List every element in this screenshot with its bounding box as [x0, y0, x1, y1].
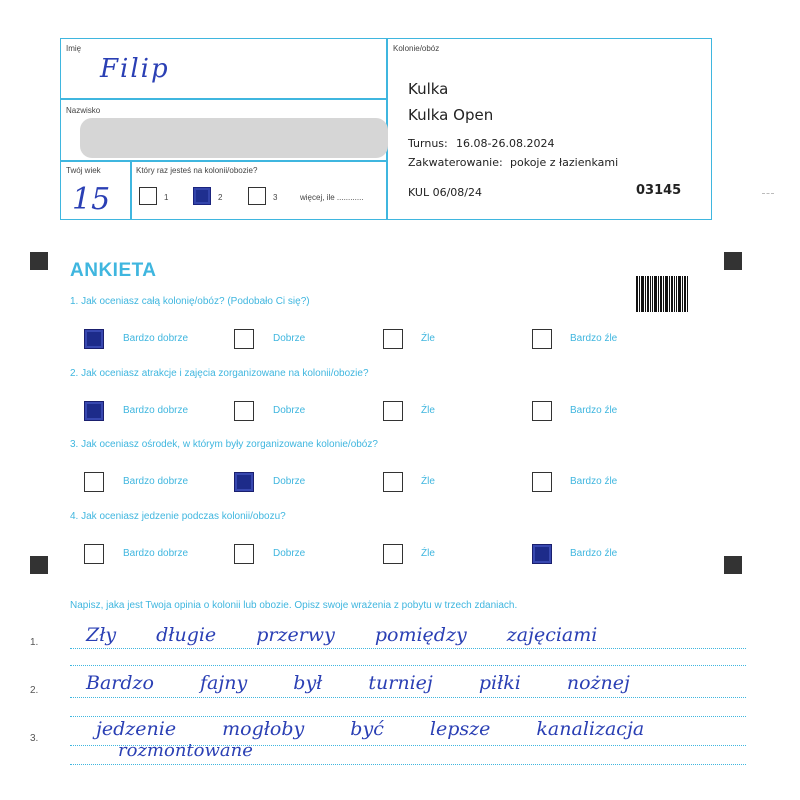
- question-1-checkbox-4[interactable]: [532, 329, 552, 349]
- opinion-prompt: Napisz, jaka jest Twoja opinia o kolonii lub obozie. Opisz swoje wrażenia z pobytu w trzech zdaniach.: [70, 600, 518, 611]
- question-3-checkbox-4[interactable]: [532, 472, 552, 492]
- age-label: Twój wiek: [66, 166, 101, 175]
- question-4-checkbox-2[interactable]: [234, 544, 254, 564]
- registration-mark-top-left: [30, 252, 48, 270]
- form-number: 03145: [636, 183, 682, 198]
- dotted-line-3a: [70, 745, 746, 746]
- turnus-value: 16.08-26.08.2024: [456, 137, 555, 150]
- line-number-3: 3.: [30, 733, 39, 744]
- question-4-option-label-4: Bardzo źle: [570, 548, 618, 559]
- accommodation-value: pokoje z łazienkami: [510, 156, 619, 169]
- accommodation-label: Zakwaterowanie:: [408, 156, 503, 169]
- question-1-checkbox-3[interactable]: [383, 329, 403, 349]
- barcode: [636, 276, 692, 312]
- question-1-option-label-3: Źle: [421, 333, 435, 344]
- times-checkbox-1[interactable]: [139, 187, 157, 205]
- times-checkbox-2[interactable]: [193, 187, 211, 205]
- question-4-option-label-3: Źle: [421, 548, 435, 559]
- question-3-checkbox-3[interactable]: [383, 472, 403, 492]
- registration-mark-bottom-left: [30, 556, 48, 574]
- dotted-line-2a: [70, 697, 746, 698]
- question-4-checkbox-4[interactable]: [532, 544, 552, 564]
- times-option-3: 3: [273, 193, 278, 202]
- times-option-1: 1: [164, 193, 169, 202]
- name-value[interactable]: Filip: [100, 54, 170, 84]
- name-label: Imię: [66, 44, 82, 53]
- survey-title: ANKIETA: [70, 260, 157, 281]
- dotted-line-3b: [70, 764, 746, 765]
- question-3-text: 3. Jak oceniasz ośrodek, w którym były zorganizowane kolonie/obóz?: [70, 439, 378, 450]
- question-3-option-label-3: Źle: [421, 476, 435, 487]
- name-divider: [60, 98, 387, 100]
- question-1-text: 1. Jak oceniasz całą kolonię/obóz? (Podobało Ci się?): [70, 296, 310, 307]
- question-4-text: 4. Jak oceniasz jedzenie podczas kolonii/obozu?: [70, 511, 286, 522]
- question-4-checkbox-3[interactable]: [383, 544, 403, 564]
- question-1-option-label-4: Bardzo źle: [570, 333, 618, 344]
- registration-mark-bottom-right: [724, 556, 742, 574]
- dotted-line-1b: [70, 665, 746, 666]
- surname-redacted-value[interactable]: [80, 118, 388, 158]
- question-2-checkbox-1[interactable]: [84, 401, 104, 421]
- line-number-1: 1.: [30, 637, 39, 648]
- question-1-option-label-2: Dobrze: [273, 333, 306, 344]
- question-4-option-label-1: Bardzo dobrze: [123, 548, 189, 559]
- age-value[interactable]: 15: [72, 182, 111, 217]
- line-number-2: 2.: [30, 685, 39, 696]
- times-label: Który raz jesteś na kolonii/obozie?: [136, 166, 258, 175]
- camp-name: Kulka: [408, 80, 449, 98]
- opinion-line-3-extra[interactable]: rozmontowane: [118, 740, 253, 761]
- dotted-line-2b: [70, 716, 746, 717]
- opinion-line-2[interactable]: Bardzo fajny był turniej piłki nożnej: [86, 672, 630, 694]
- dotted-line-1a: [70, 648, 746, 649]
- question-2-option-label-2: Dobrze: [273, 405, 306, 416]
- camp-code: KUL 06/08/24: [408, 186, 482, 199]
- question-2-text: 2. Jak oceniasz atrakcje i zajęcia zorganizowane na kolonii/obozie?: [70, 368, 369, 379]
- question-3-checkbox-1[interactable]: [84, 472, 104, 492]
- registration-mark-top-right: [724, 252, 742, 270]
- surname-label: Nazwisko: [66, 106, 101, 115]
- times-more-label: więcej, ile ............: [300, 193, 364, 202]
- question-1-checkbox-2[interactable]: [234, 329, 254, 349]
- question-2-checkbox-3[interactable]: [383, 401, 403, 421]
- question-2-option-label-1: Bardzo dobrze: [123, 405, 189, 416]
- question-2-checkbox-2[interactable]: [234, 401, 254, 421]
- opinion-line-3[interactable]: jedzenie mogłoby być lepsze kanalizacja: [96, 718, 645, 740]
- question-1-checkbox-1[interactable]: [84, 329, 104, 349]
- camp-program: Kulka Open: [408, 106, 494, 124]
- question-4-checkbox-1[interactable]: [84, 544, 104, 564]
- question-3-checkbox-2[interactable]: [234, 472, 254, 492]
- question-1-option-label-1: Bardzo dobrze: [123, 333, 189, 344]
- question-4-option-label-2: Dobrze: [273, 548, 306, 559]
- edge-mark: [762, 193, 774, 194]
- question-2-checkbox-4[interactable]: [532, 401, 552, 421]
- times-option-2: 2: [218, 193, 223, 202]
- opinion-line-1[interactable]: Zły długie przerwy pomiędzy zajęciami: [86, 624, 598, 646]
- turnus-label: Turnus:: [408, 137, 448, 150]
- age-divider: [130, 160, 132, 220]
- question-3-option-label-4: Bardzo źle: [570, 476, 618, 487]
- question-2-option-label-4: Bardzo źle: [570, 405, 618, 416]
- times-checkbox-3[interactable]: [248, 187, 266, 205]
- camp-label: Kolonie/obóz: [393, 44, 440, 53]
- question-3-option-label-2: Dobrze: [273, 476, 306, 487]
- question-3-option-label-1: Bardzo dobrze: [123, 476, 189, 487]
- surname-divider: [60, 160, 387, 162]
- question-2-option-label-3: Źle: [421, 405, 435, 416]
